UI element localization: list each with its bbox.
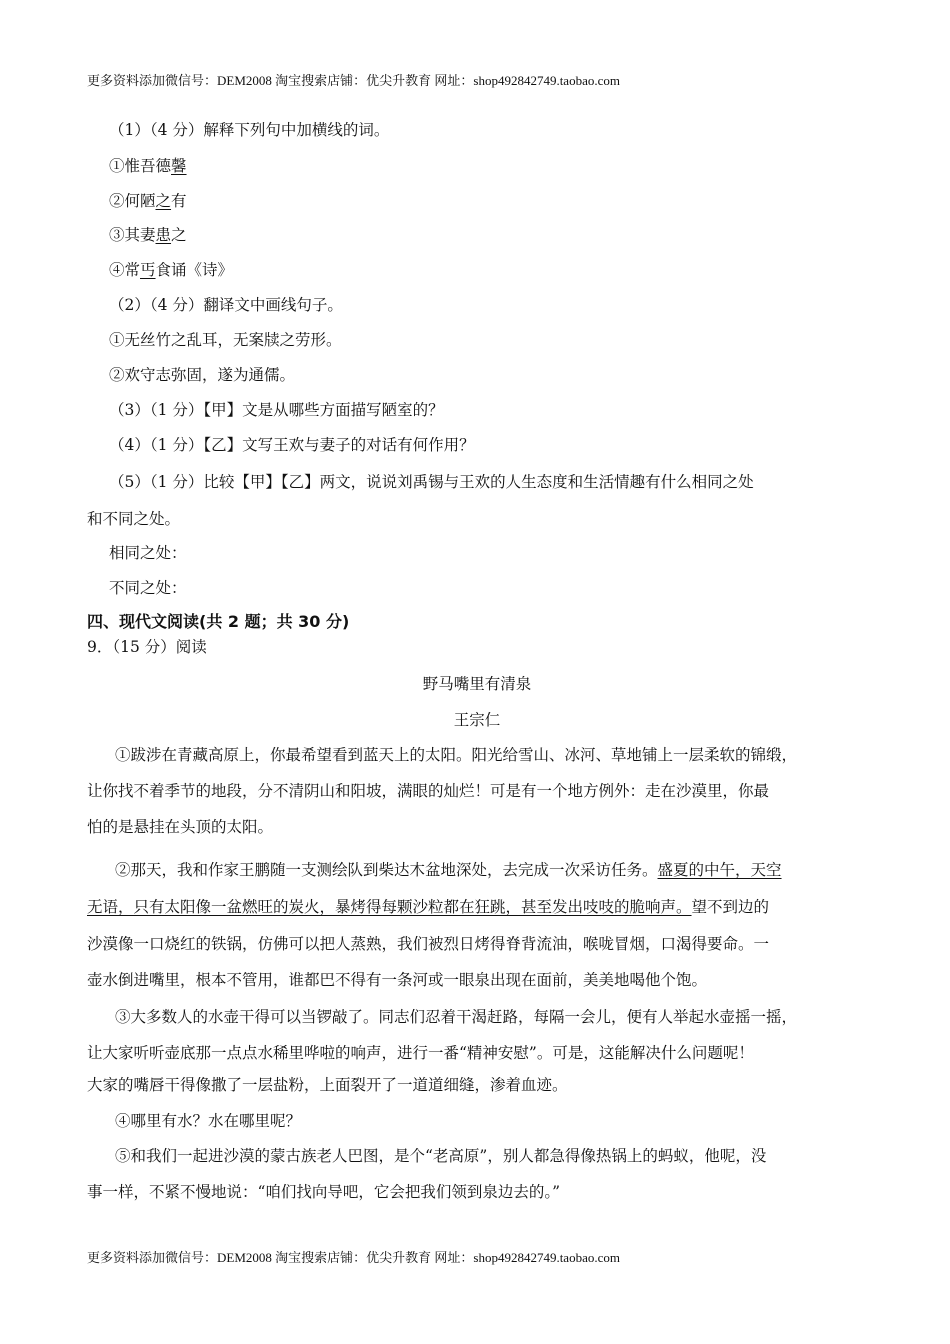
page-header: 更多资料添加微信号：DEM2008 淘宝搜索店铺：优尖升教育 网址：shop492842749.taobao.com [87, 73, 620, 88]
paragraph-line: 事一样，不紧不慢地说：“咱们找向导吧，它会把我们领到泉边去的。” [87, 1183, 561, 1201]
paragraph-line: ②那天，我和作家王鹏随一支测绘队到柴达木盆地深处，去完成一次采访任务。盛夏的中午，天空 [115, 861, 782, 879]
q1-item: ③其妻患之 [109, 226, 187, 244]
section-heading: 四、现代文阅读(共 2 题；共 30 分) [87, 612, 350, 631]
paragraph-line: 怕的是悬挂在头顶的太阳。 [87, 818, 274, 836]
q9-prompt: 9．（15 分）阅读 [87, 638, 207, 656]
underlined-sentence: 无语，只有太阳像一盆燃旺的炭火，暴烤得每颗沙粒都在狂跳，甚至发出吱吱的脆响声。 [87, 898, 692, 916]
q4-prompt: （4）（1 分）【乙】文写王欢与妻子的对话有何作用？ [109, 436, 475, 454]
paragraph-line: 壶水倒进嘴里，根本不管用，谁都巴不得有一条河或一眼泉出现在面前，美美地喝他个饱。 [87, 971, 708, 989]
underlined-sentence: 盛夏的中午，天空 [657, 861, 782, 879]
paragraph-line: 无语，只有太阳像一盆燃旺的炭火，暴烤得每颗沙粒都在狂跳，甚至发出吱吱的脆响声。望不到边的 [87, 898, 770, 916]
paragraph-line: 大家的嘴唇干得像撒了一层盐粉，上面裂开了一道道细缝，渗着血迹。 [87, 1076, 568, 1094]
paragraph-line: 沙漠像一口烧红的铁锅，仿佛可以把人蒸熟，我们被烈日烤得脊背流油，喉咙冒烟，口渴得要命。一 [87, 935, 770, 953]
paragraph-line: 让大家听听壶底那一点点水稀里哗啦的响声，进行一番“精神安慰”。可是，这能解决什么问题呢！ [87, 1044, 754, 1062]
paragraph-line: 让你找不着季节的地段，分不清阴山和阳坡，满眼的灿烂！可是有一个地方例外：走在沙漠里，你最 [87, 782, 770, 800]
page-footer: 更多资料添加微信号：DEM2008 淘宝搜索店铺：优尖升教育 网址：shop492842749.taobao.com [87, 1250, 620, 1265]
article-title: 野马嘴里有清泉 [422, 675, 532, 693]
q1-item: ①惟吾德馨 [109, 157, 187, 175]
q2-item: ②欢守志弥固，遂为通儒。 [109, 366, 296, 384]
q5-prompt: （5）（1 分）比较【甲】【乙】两文，说说刘禹锡与王欢的人生态度和生活情趣有什么相同之处 [109, 473, 754, 491]
q5-prompt-cont: 和不同之处。 [87, 510, 181, 528]
q2-prompt: （2）（4 分）翻译文中画线句子。 [109, 296, 343, 314]
q2-item: ①无丝竹之乱耳，无案牍之劳形。 [109, 331, 342, 349]
paragraph-line: ①跋涉在青藏高原上，你最希望看到蓝天上的太阳。阳光给雪山、冰河、草地铺上一层柔软的锦缎， [115, 746, 798, 764]
q1-item: ②何陋之有 [109, 192, 187, 210]
paragraph-line: ③大多数人的水壶干得可以当锣敲了。同志们忍着干渴赶路，每隔一会儿，便有人举起水壶摇一摇， [115, 1008, 798, 1026]
q3-prompt: （3）（1 分）【甲】文是从哪些方面描写陋室的？ [109, 401, 444, 419]
q5-same-label: 相同之处： [109, 544, 187, 562]
q1-item: ④常丐食诵《诗》 [109, 261, 234, 279]
paragraph-line: ⑤和我们一起进沙漠的蒙古族老人巴图，是个“老高原”，别人都急得像热锅上的蚂蚁，他呢，没 [115, 1147, 767, 1165]
paragraph-line: ④哪里有水？水在哪里呢？ [115, 1112, 302, 1130]
q5-diff-label: 不同之处： [109, 579, 187, 597]
article-author: 王宗仁 [453, 711, 501, 729]
q1-prompt: （1）（4 分）解释下列句中加横线的词。 [109, 121, 390, 139]
